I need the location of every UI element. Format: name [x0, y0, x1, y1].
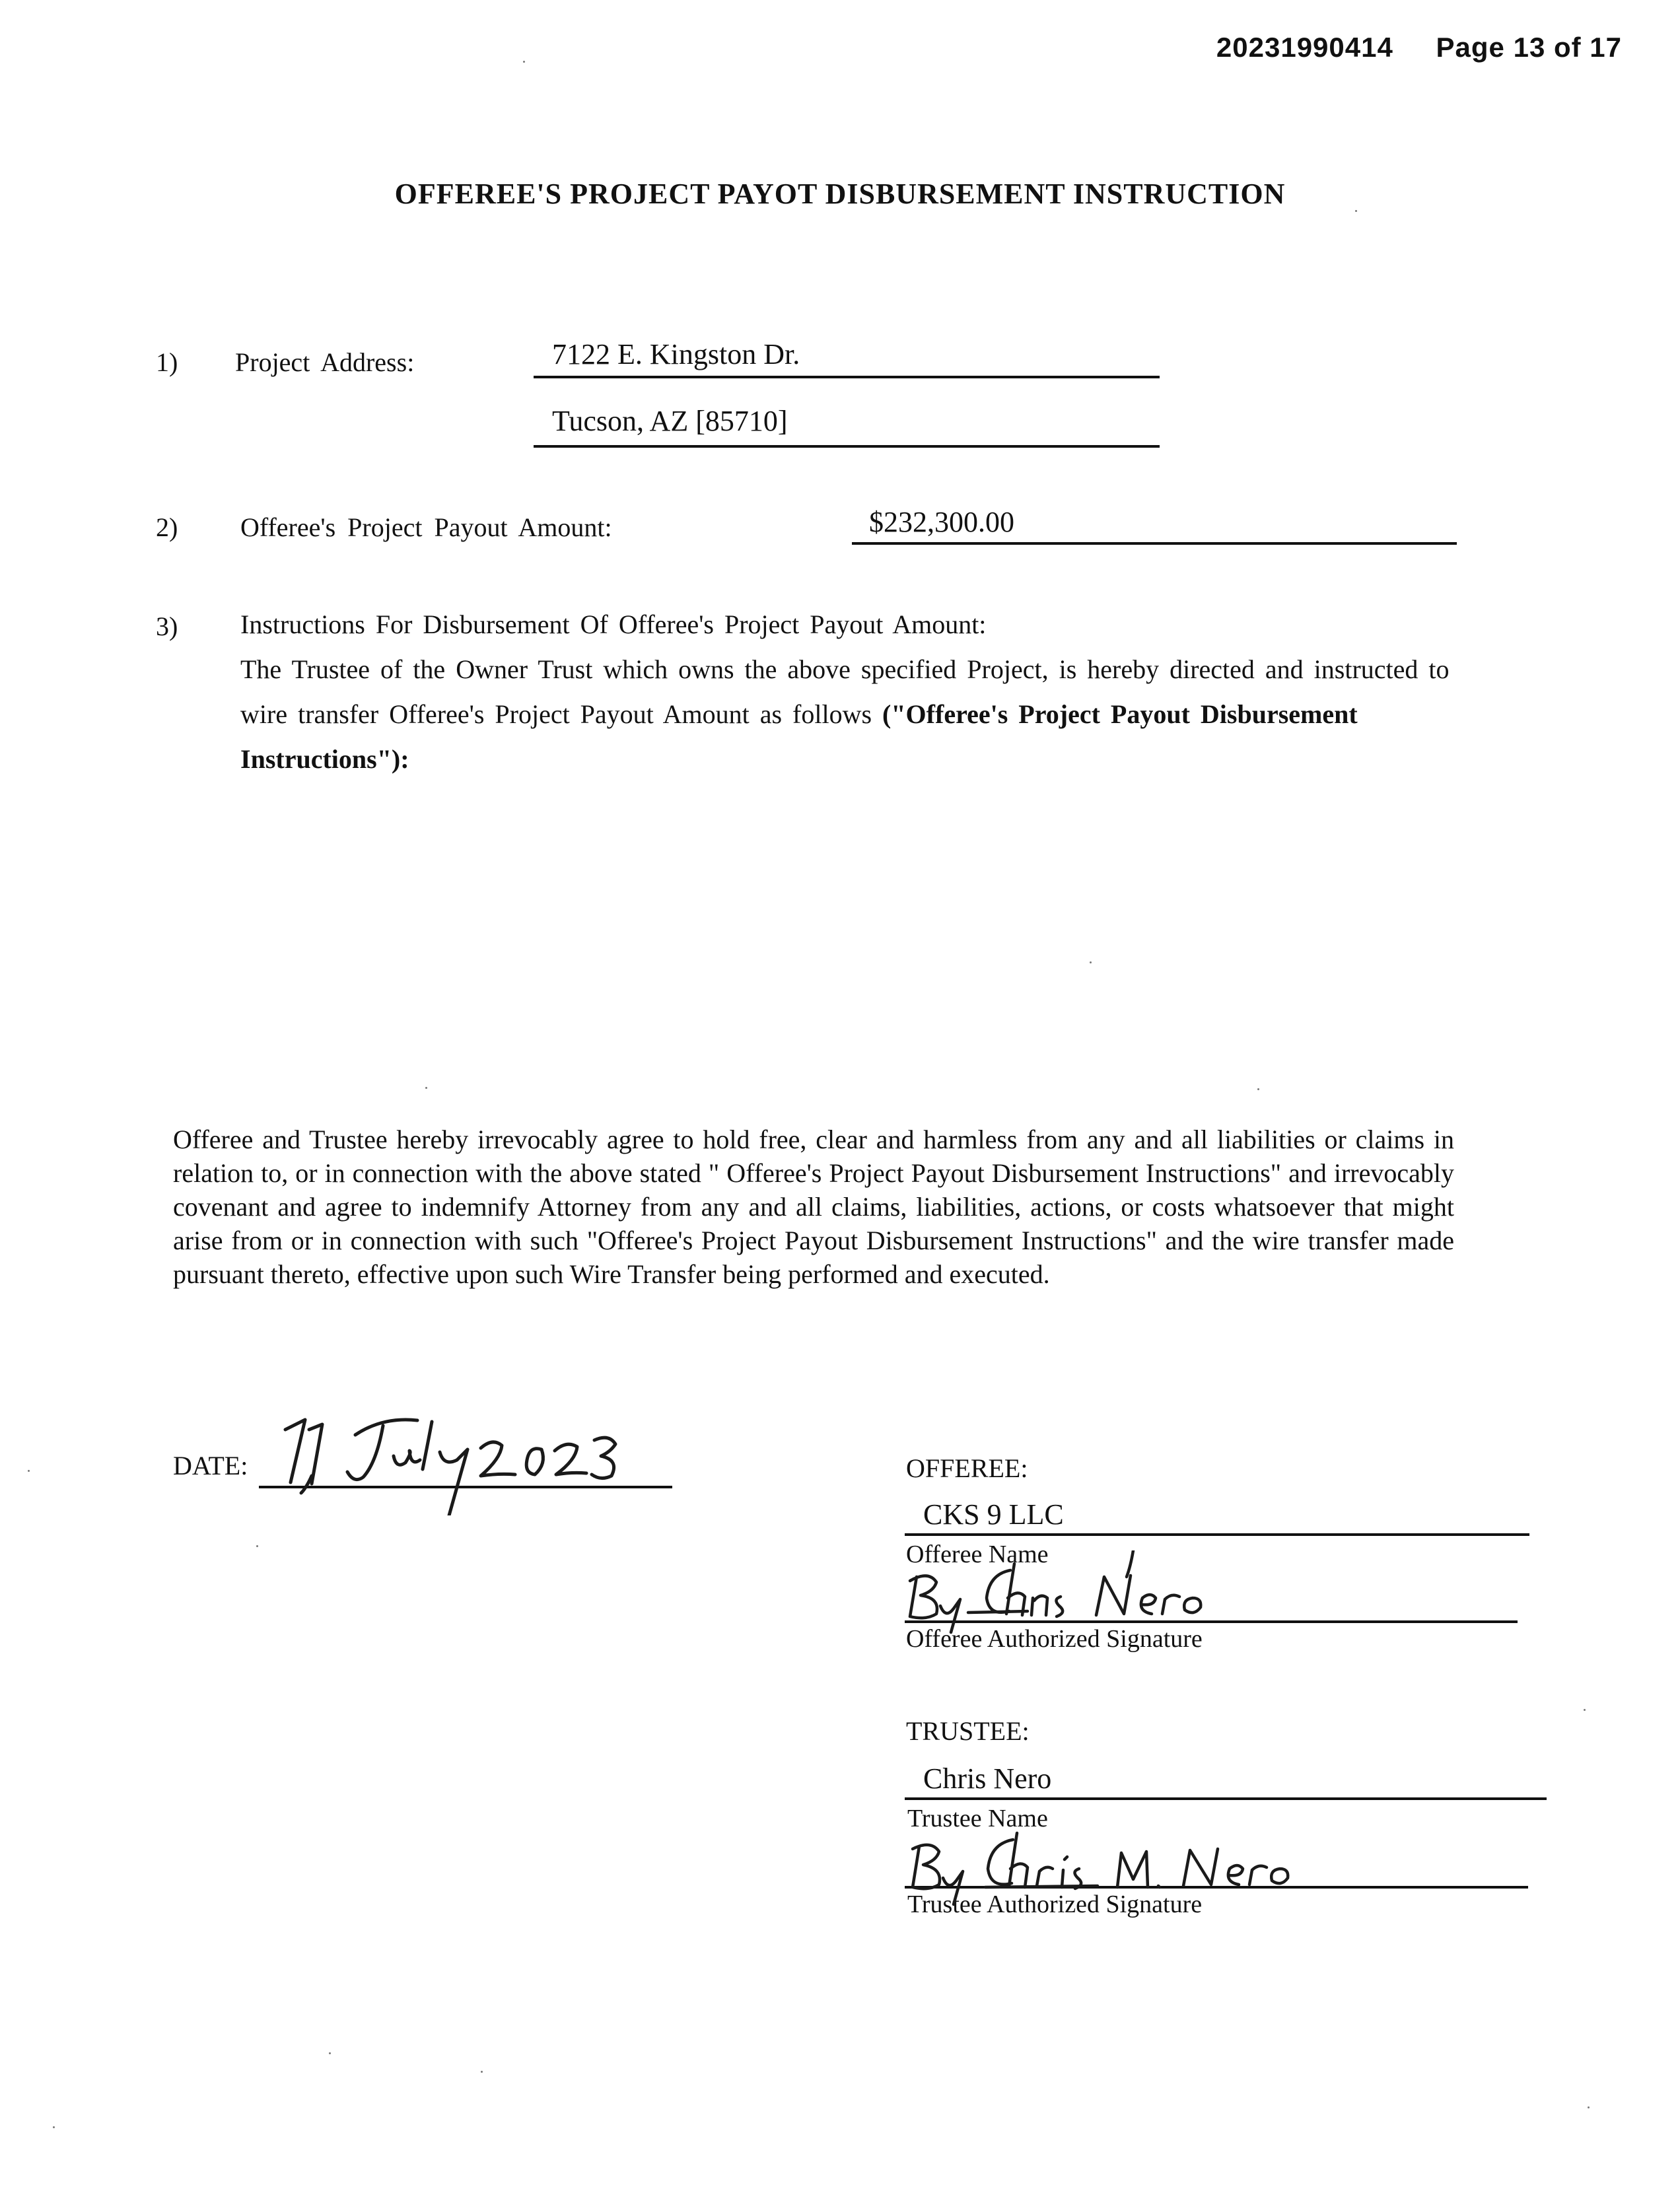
item3-line2-bold: ("Offeree's Project Payout Disbursement: [882, 699, 1358, 729]
trustee-name-field: Chris Nero: [905, 1762, 1547, 1800]
project-address-line2: Tucson, AZ [85710]: [534, 404, 1160, 448]
trustee-name-caption: Trustee Name: [907, 1805, 1048, 1832]
item3-line2-plain: wire transfer Offeree's Project Payout Amount as follows: [240, 699, 883, 729]
scan-speck: [1257, 1088, 1259, 1090]
item2-label: Offeree's Project Payout Amount:: [240, 512, 612, 542]
item3-number: 3): [156, 611, 178, 641]
item3-line3: [240, 737, 1588, 782]
trustee-signature: [902, 1822, 1338, 1908]
document-title: OFFEREE'S PROJECT PAYOT DISBURSEMENT INSTRUCTION: [394, 178, 1286, 210]
scan-speck: [523, 61, 525, 63]
item3-body: [240, 602, 1588, 782]
offeree-heading: OFFEREE:: [906, 1453, 1028, 1483]
page-indicator: Page 13 of 17: [1436, 32, 1622, 63]
offeree-signature: [902, 1550, 1272, 1636]
item2-number: 2): [156, 512, 178, 542]
date-label: DATE:: [173, 1451, 248, 1480]
handwritten-date: [271, 1403, 641, 1515]
item1-number: 1): [156, 347, 178, 377]
scan-speck: [425, 1087, 427, 1089]
project-address-line1: 7122 E. Kingston Dr.: [534, 337, 1160, 378]
scan-speck: [481, 2071, 483, 2073]
item3-line2: [240, 692, 1588, 737]
scan-speck: [256, 1545, 258, 1547]
document-number: 20231990414: [1216, 32, 1393, 63]
scan-speck: [28, 1470, 30, 1472]
item3-line3-bold: Instructions"):: [240, 744, 409, 774]
scan-speck: [1090, 961, 1092, 963]
offeree-name-field: CKS 9 LLC: [905, 1498, 1529, 1536]
item1-label: Project Address:: [235, 347, 415, 377]
scan-speck: [1584, 1709, 1586, 1711]
item3-line1: The Trustee of the Owner Trust which owns the above specified Project, is hereby directed and instructed to: [240, 654, 1450, 684]
scan-speck: [329, 2052, 331, 2054]
offeree-signature-caption: Offeree Authorized Signature: [906, 1625, 1203, 1653]
scan-speck: [53, 2126, 55, 2128]
trustee-signature-caption: Trustee Authorized Signature: [907, 1891, 1203, 1918]
item3-heading: Instructions For Disbursement Of Offeree's Project Payout Amount:: [240, 609, 987, 639]
scan-speck: [1588, 2106, 1590, 2108]
payout-amount: $232,300.00: [852, 505, 1457, 545]
document-header: [1216, 32, 1622, 63]
offeree-name-caption: Offeree Name: [906, 1541, 1049, 1568]
trustee-heading: TRUSTEE:: [906, 1716, 1030, 1746]
indemnity-paragraph: Offeree and Trustee hereby irrevocably agree to hold free, clear and harmless from any and all liabilities or claims in relation to, or in connection with the above stated " Offeree's Project Payout Disbursement Instructions" and irrevocably covenant and agree to indemnify Attorney from any and all claims, liabilities, actions, or costs whatsoever that might arise from or in connection with such "Offeree's Project Payout Disbursement Instructions" and the wire transfer made pursuant thereto, effective upon such Wire Transfer being performed and executed.: [173, 1125, 1454, 1289]
scan-speck: [1355, 210, 1357, 212]
